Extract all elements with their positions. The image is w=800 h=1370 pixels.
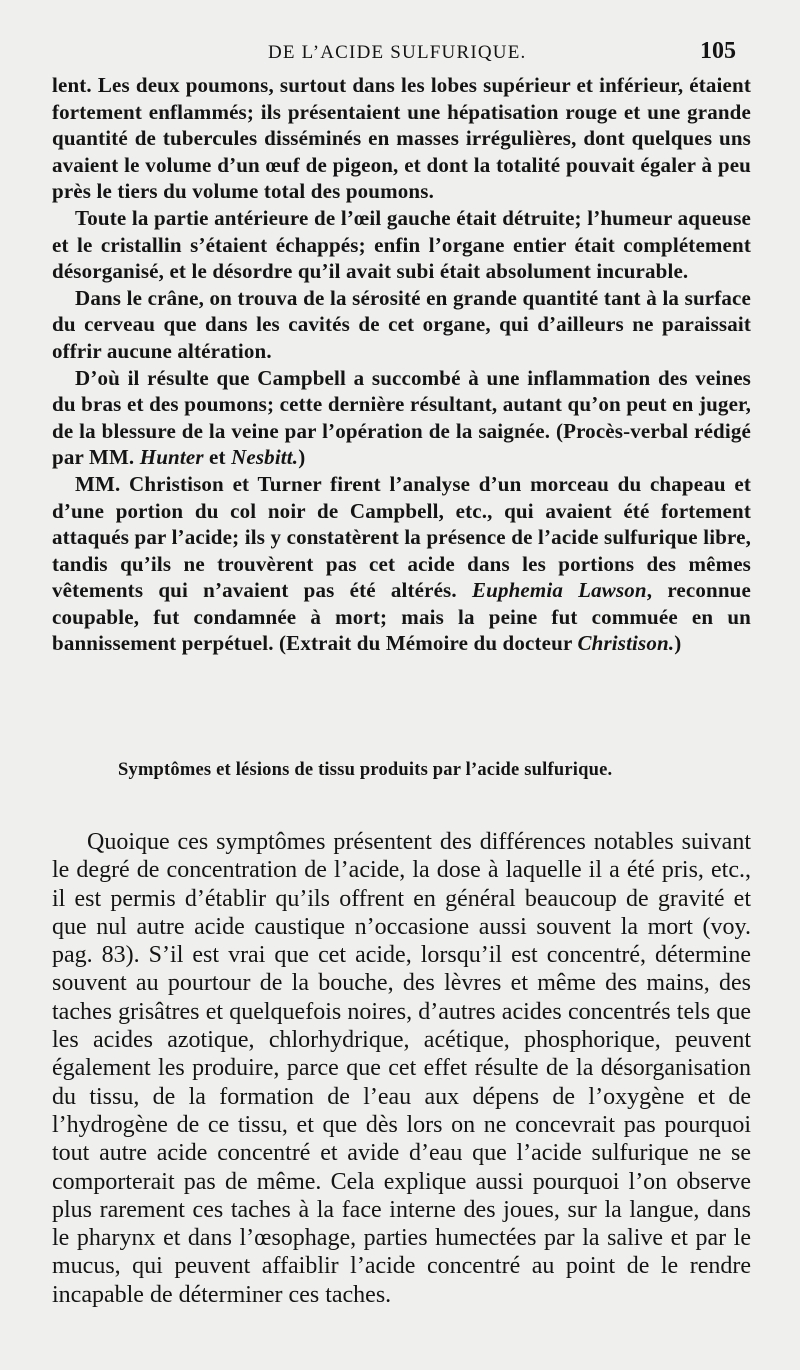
paragraph-text: Dans le crâne, on trouva de la sérosité en grande quantité tant à la surface du cerveau que dans les cavités de cet organe, qui d’ailleurs ne paraissait offrir aucune altération.	[52, 285, 751, 363]
section-heading: Symptômes et lésions de tissu produits par l’acide sulfurique.	[118, 760, 613, 780]
paragraph-eye	[52, 205, 751, 285]
author-name-hunter: Hunter	[139, 445, 204, 470]
paragraph-text: et	[203, 445, 232, 470]
paragraph-text: D’où il résulte que Campbell a succombé à une inflammation des veines du bras et des poumons; cette dernière résultant, autant qu’on peut en juger, de la blessure de la veine par l’opération de la saignée. (Procès-verbal rédigé par MM.	[52, 365, 751, 470]
paragraph-conclusion	[52, 365, 751, 471]
paragraph-skull	[52, 285, 751, 365]
section-paragraph: Quoique ces symptômes présentent des différences notables suivant le degré de concentration de l’acide, la dose à laquelle il a été pris, etc., il est permis d’établir qu’ils offrent en général beaucoup de gravité et que nul autre acide caustique n’occasione aussi souvent la mort (voy. pag. 83). S’il est vrai que cet acide, lorsqu’il est concentré, détermine souvent au pourtour de la bouche, des lèvres et même des mains, des taches grisâtres et quelquefois noires, d’autres acides concentrés tels que les acides azotique, chlorhydrique, acétique, phosphorique, peuvent également les produire, parce que cet effet résulte de la désorganisation du tissu, de la formation de l’eau aux dépens de l’oxygène et de l’hydrogène de ce tissu, et que dès lors on ne concevrait pas pourquoi tout autre acide concentré et avide d’eau que l’acide sulfurique ne se comporterait pas de même. Cela explique aussi pourquoi l’on observe plus rarement ces taches à la face interne des joues, sur la langue, dans le pharynx et dans l’œsophage, parties humectées par la salive et par le mucus, qui peuvent affaiblir l’acide concentré au point de le rendre incapable de déterminer ces taches.	[52, 829, 751, 1308]
body-text	[52, 72, 751, 657]
paragraph-analysis	[52, 471, 751, 657]
paragraph-text: )	[298, 445, 306, 470]
paragraph-text: Toute la partie antérieure de l’œil gauche était détruite; l’humeur aqueuse et le cristallin s’étaient échappés; enfin l’organe entier était complétement désorganisé, et le désordre qu’il avait subi était absolument incurable.	[52, 205, 751, 284]
paragraph-text: MM. Christison et Turner firent l’analyse d’un morceau du chapeau et d’une portion du col noir de Campbell, etc., qui avaient été fortement attaqués par l’acide; ils y constatèrent la présence de l’acide sulfurique libre, tandis qu’ils ne trouvèrent pas cet acide dans les portions des mêmes vêtements qui n’avaient pas été altérés.	[52, 471, 751, 603]
section-body	[52, 828, 751, 1309]
running-head	[0, 36, 800, 72]
author-name-christison: Christison.	[577, 631, 675, 656]
paragraph-text: lent. Les deux poumons, surtout dans les lobes supérieur et inférieur, étaient fortement enflammés; ils présentaient une hépatisation rouge et une grande quantité de tubercules disséminés en masses irrégulières, dont quelques uns avaient le volume d’un œuf de pigeon, et dont la totalité pouvait égaler à peu près le tiers du volume total des poumons.	[52, 73, 751, 204]
running-title: DE L’ACIDE SULFURIQUE.	[268, 42, 527, 63]
name-euphemia-lawson: Euphemia Lawson	[471, 578, 647, 603]
paragraph-text: )	[674, 631, 682, 656]
author-name-nesbitt: Nesbitt.	[231, 445, 299, 470]
paragraph-lungs	[52, 72, 751, 205]
paragraph-text: , reconnue coupable, fut condamnée à mort; mais la peine fut commuée en un bannissement perpétuel. (Extrait du Mémoire du docteur	[52, 578, 751, 656]
page-number: 105	[700, 38, 736, 64]
